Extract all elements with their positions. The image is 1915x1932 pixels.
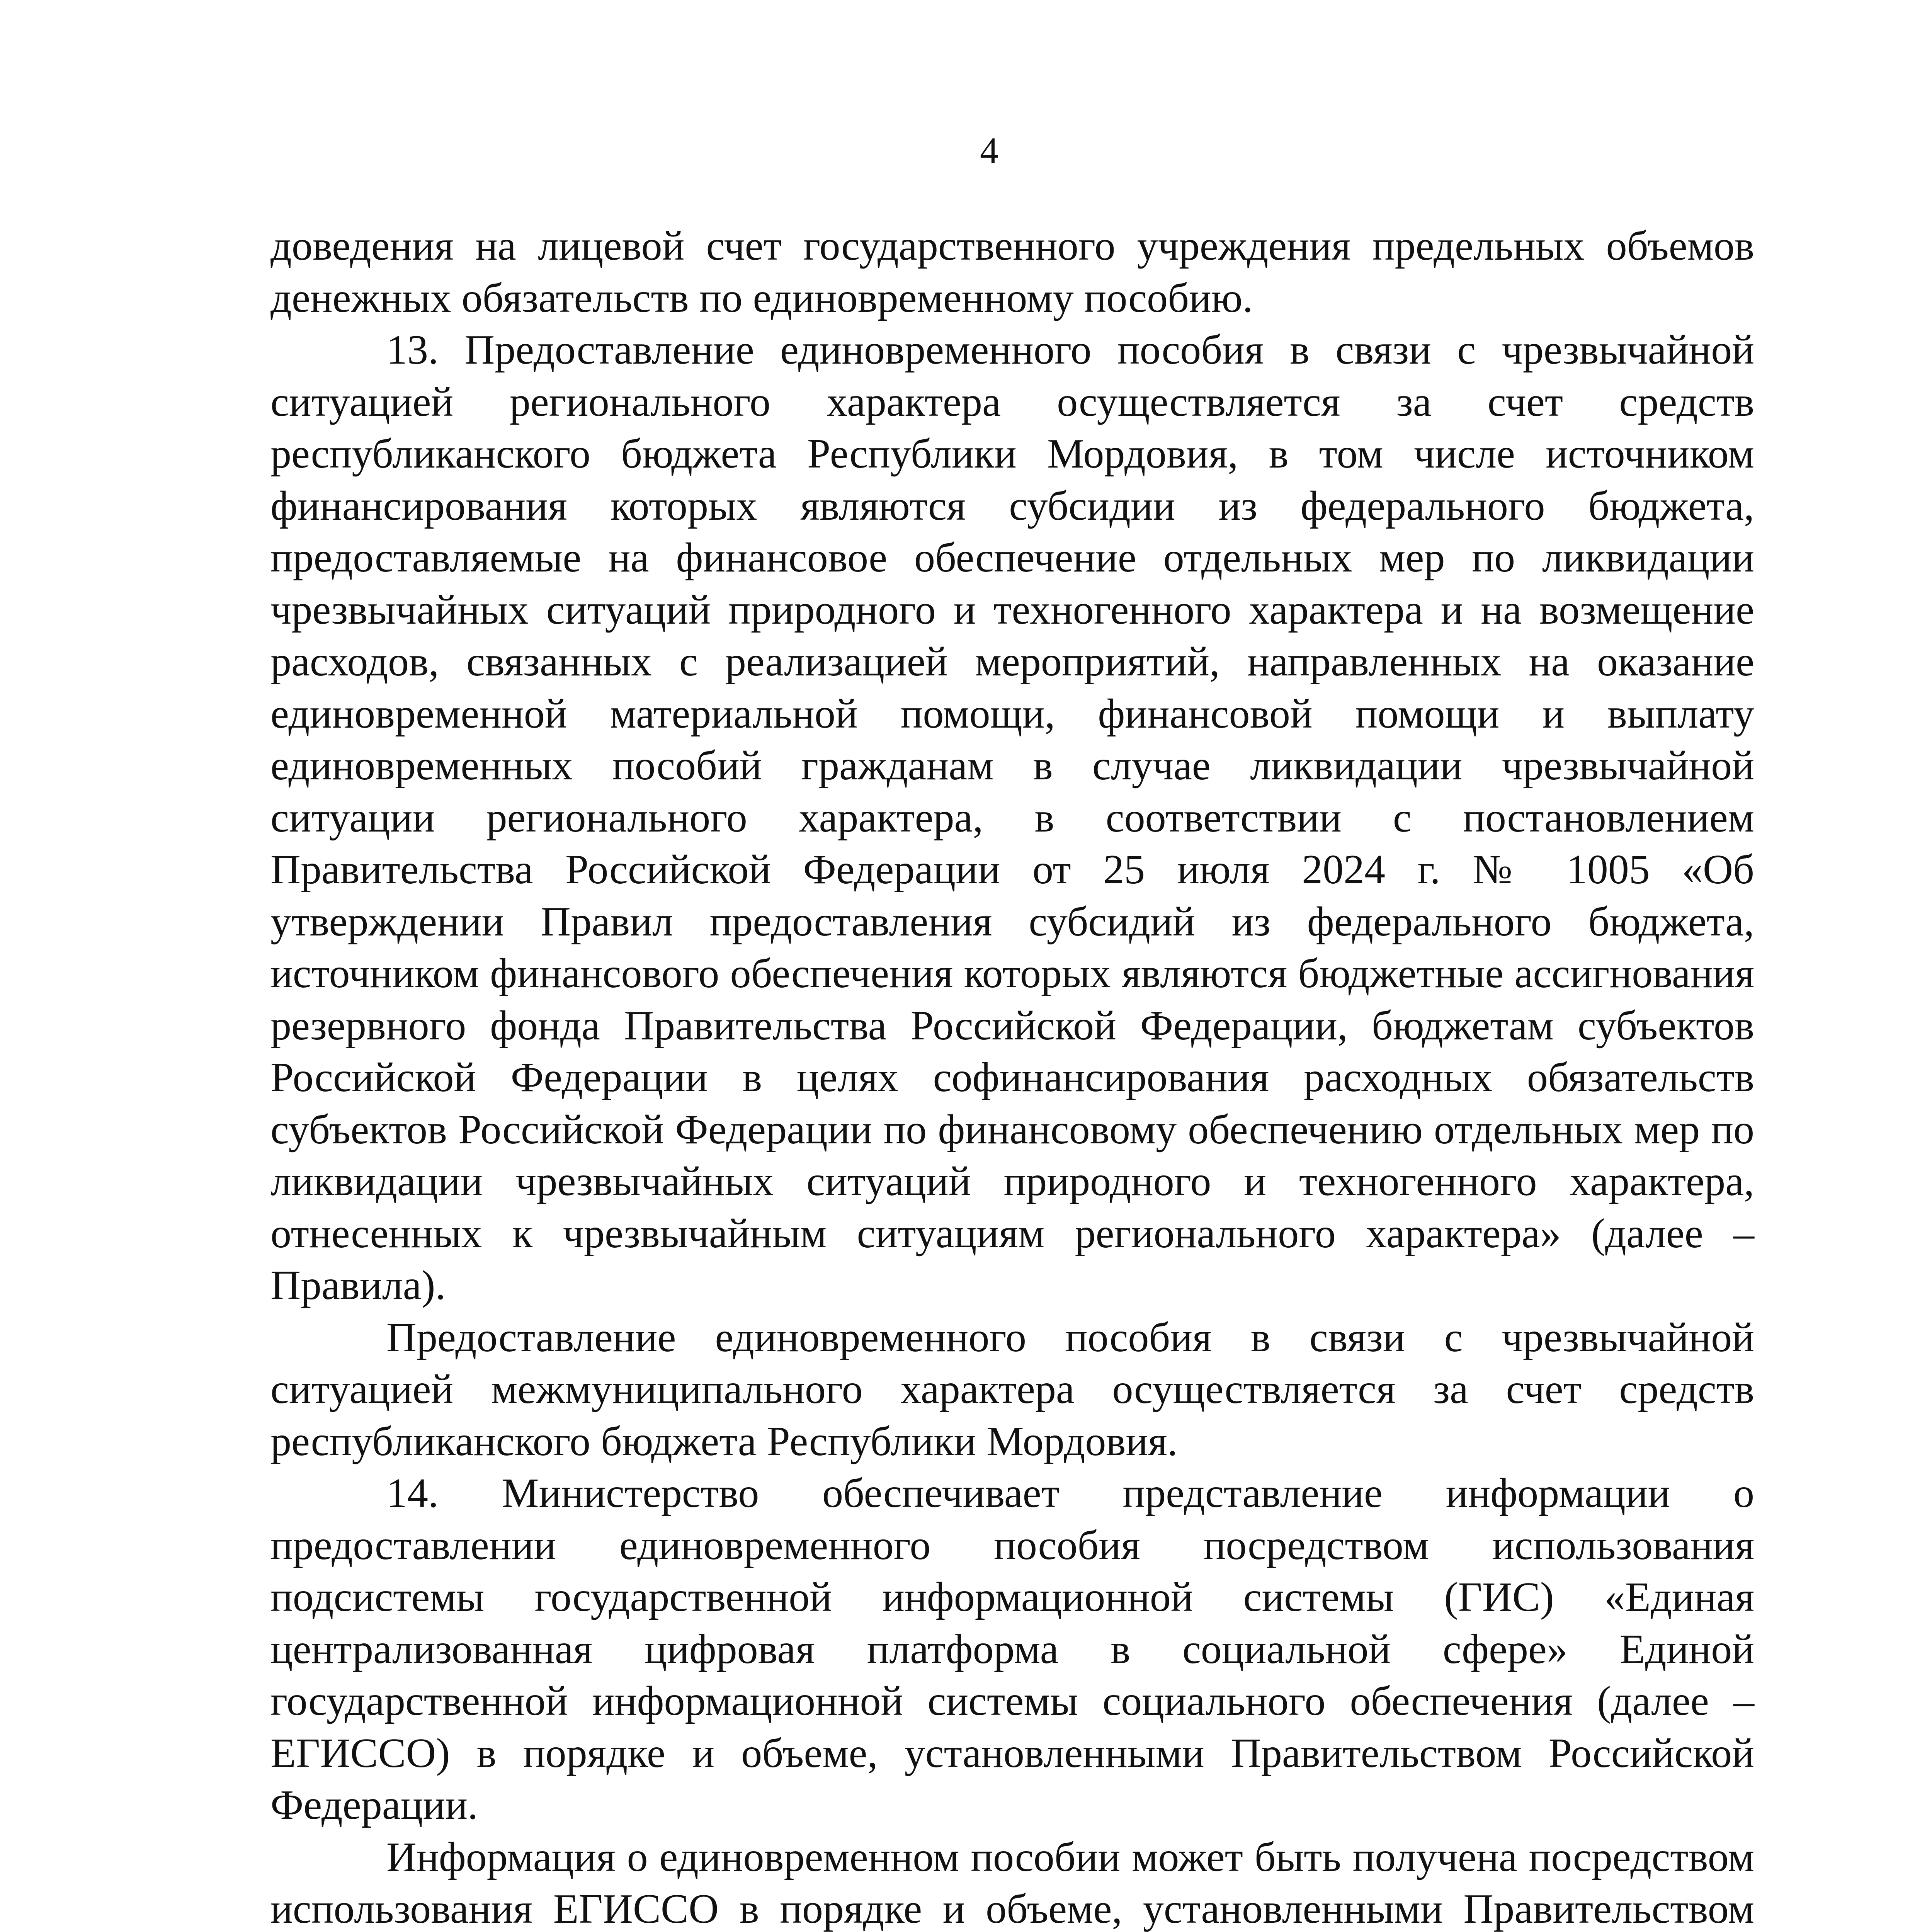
paragraph-item-14: 14. Министерство обеспечивает представление информации о предоставлении единовременного пособия посредством использования подсистемы государственной информационной системы (ГИС) «Единая централизованная цифровая платформа в социальной сфере» Единой государственной информационной системы социального обеспечения (далее – ЕГИССО) в порядке и объеме, установленными Правительством Российской Федерации. xyxy=(270,1470,1754,1828)
paragraph-intermunicipal: Предоставление единовременного пособия в связи с чрезвычайной ситуацией межмуниципального характера осуществляется за счет средств республиканского бюджета Республики Мордовия. xyxy=(270,1314,1754,1464)
paragraph-continuation: доведения на лицевой счет государственного учреждения предельных объемов денежных обязательств по единовременному пособию. xyxy=(270,223,1754,321)
body-text xyxy=(270,220,1754,1932)
paragraph-egisso-info: Информация о единовременном пособии может быть получена посредством использования ЕГИССО в порядке и объеме, установленными Правительством xyxy=(270,1834,1754,1932)
page-number: 4 xyxy=(980,130,998,171)
paragraph-item-13: 13. Предоставление единовременного пособия в связи с чрезвычайной ситуацией регионального характера осуществляется за счет средств республиканского бюджета Республики Мордовия, в том числе источником финансирования которых являются субсидии из федерального бюджета, предоставляемые на финансовое обеспечение отдельных мер по ликвидации чрезвычайных ситуаций природного и техногенного характера и на возмещение расходов, связанных с реализацией мероприятий, направленных на оказание единовременной материальной помощи, финансовой помощи и выплату единовременных пособий гражданам в случае ликвидации чрезвычайной ситуации регионального характера, в соответствии с постановлением Правительства Российской Федерации от 25 июля 2024 г. № 1005 «Об утверждении Правил предоставления субсидий из федерального бюджета, источником финансового обеспечения которых являются бюджетные ассигнования резервного фонда Правительства Российской Федерации, бюджетам субъектов Российской Федерации в целях софинансирования расходных обязательств субъектов Российской Федерации по финансовому обеспечению отдельных мер по ликвидации чрезвычайных ситуаций природного и техногенного характера, отнесенных к чрезвычайным ситуациям регионального характера» (далее – Правила). xyxy=(270,327,1754,1308)
